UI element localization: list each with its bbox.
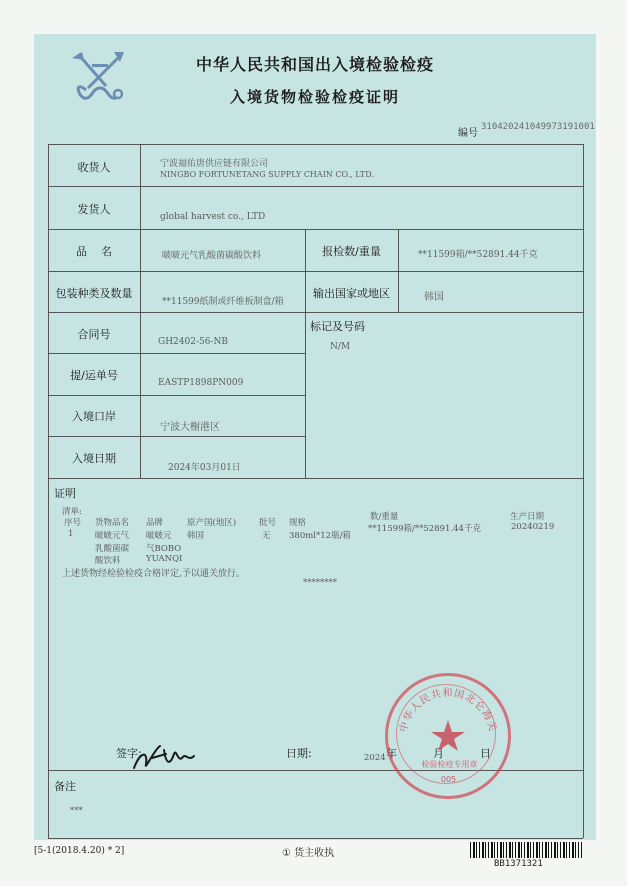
export-country-value: 韩国: [424, 292, 444, 303]
bill-no-label: 提/运单号: [70, 369, 118, 382]
certificate-sheet: [34, 34, 596, 840]
consignor-label: 发货人: [77, 203, 111, 216]
product-name-value: 啵啵元气乳酸菌碳酸饮料: [162, 251, 262, 261]
certification-label: 证明: [54, 487, 76, 500]
consignor-name: global harvest co., LTD: [160, 212, 266, 222]
export-country-label: 输出国家或地区: [313, 287, 390, 300]
month-label: 月: [433, 747, 444, 760]
entry-date-value: 2024年03月01日: [168, 463, 241, 473]
consignee-name-cn: 宁波福佑唐供应链有限公司: [160, 159, 269, 169]
certificate-title: 入境货物检验检疫证明: [229, 88, 400, 106]
certification-statement: 上述货物经检验检疫合格评定,予以通关放行。: [62, 569, 245, 579]
marks-value: N/M: [330, 342, 351, 352]
handwritten-signature-icon: [130, 740, 200, 775]
barcode-icon: [470, 842, 582, 858]
quantity-weight-label: 报检数/重量: [322, 245, 381, 258]
barcode-number: BB1371321: [494, 859, 543, 869]
bill-no-value: EASTP1898PN009: [158, 378, 244, 388]
consignee-label: 收货人: [77, 161, 111, 174]
seal-text: 中华人民共和国北仑海关: [398, 688, 498, 734]
entry-date-label: 入境日期: [72, 452, 116, 465]
entry-port-value: 宁波大榭港区: [160, 422, 220, 433]
list-label: 清单:: [62, 507, 82, 517]
official-seal: [385, 673, 511, 799]
contract-no-label: 合同号: [77, 328, 111, 341]
product-name-label: 品 名: [76, 245, 112, 258]
consignee-name-en: NINGBO FORTUNETANG SUPPLY CHAIN CO., LTD.: [160, 170, 374, 179]
entry-port-label: 入境口岸: [72, 410, 116, 423]
marks-label: 标记及号码: [310, 320, 365, 333]
packaging-label: 包装种类及数量: [55, 287, 133, 300]
day-label: 日: [480, 747, 491, 760]
remarks-value: ***: [70, 806, 83, 816]
certification-stars: ********: [303, 578, 337, 588]
form-code: [5-1(2018.4.20) * 2]: [34, 846, 125, 856]
copy-label: ① 货主收执: [282, 848, 335, 859]
seal-subtitle: 检验检疫专用章: [421, 760, 478, 769]
packaging-value: **11599纸制或纤维板制盒/箱: [162, 297, 284, 307]
certificate-authority-title: 中华人民共和国出入境检验检疫: [195, 55, 434, 74]
year-label: 年: [386, 747, 397, 760]
customs-emblem-icon: [70, 50, 130, 102]
serial-label: 编号: [458, 128, 478, 139]
contract-no-value: GH2402-56-NB: [158, 337, 228, 347]
date-label: 日期:: [286, 747, 312, 760]
year-value: 2024: [364, 753, 386, 763]
signature-label: 签字:: [116, 747, 142, 760]
remarks-label: 备注: [54, 780, 76, 793]
seal-code: 005: [440, 775, 457, 784]
quantity-weight-value: **11599箱/**52891.44千克: [418, 250, 538, 260]
serial-number: 310420241049973191001: [481, 122, 595, 132]
